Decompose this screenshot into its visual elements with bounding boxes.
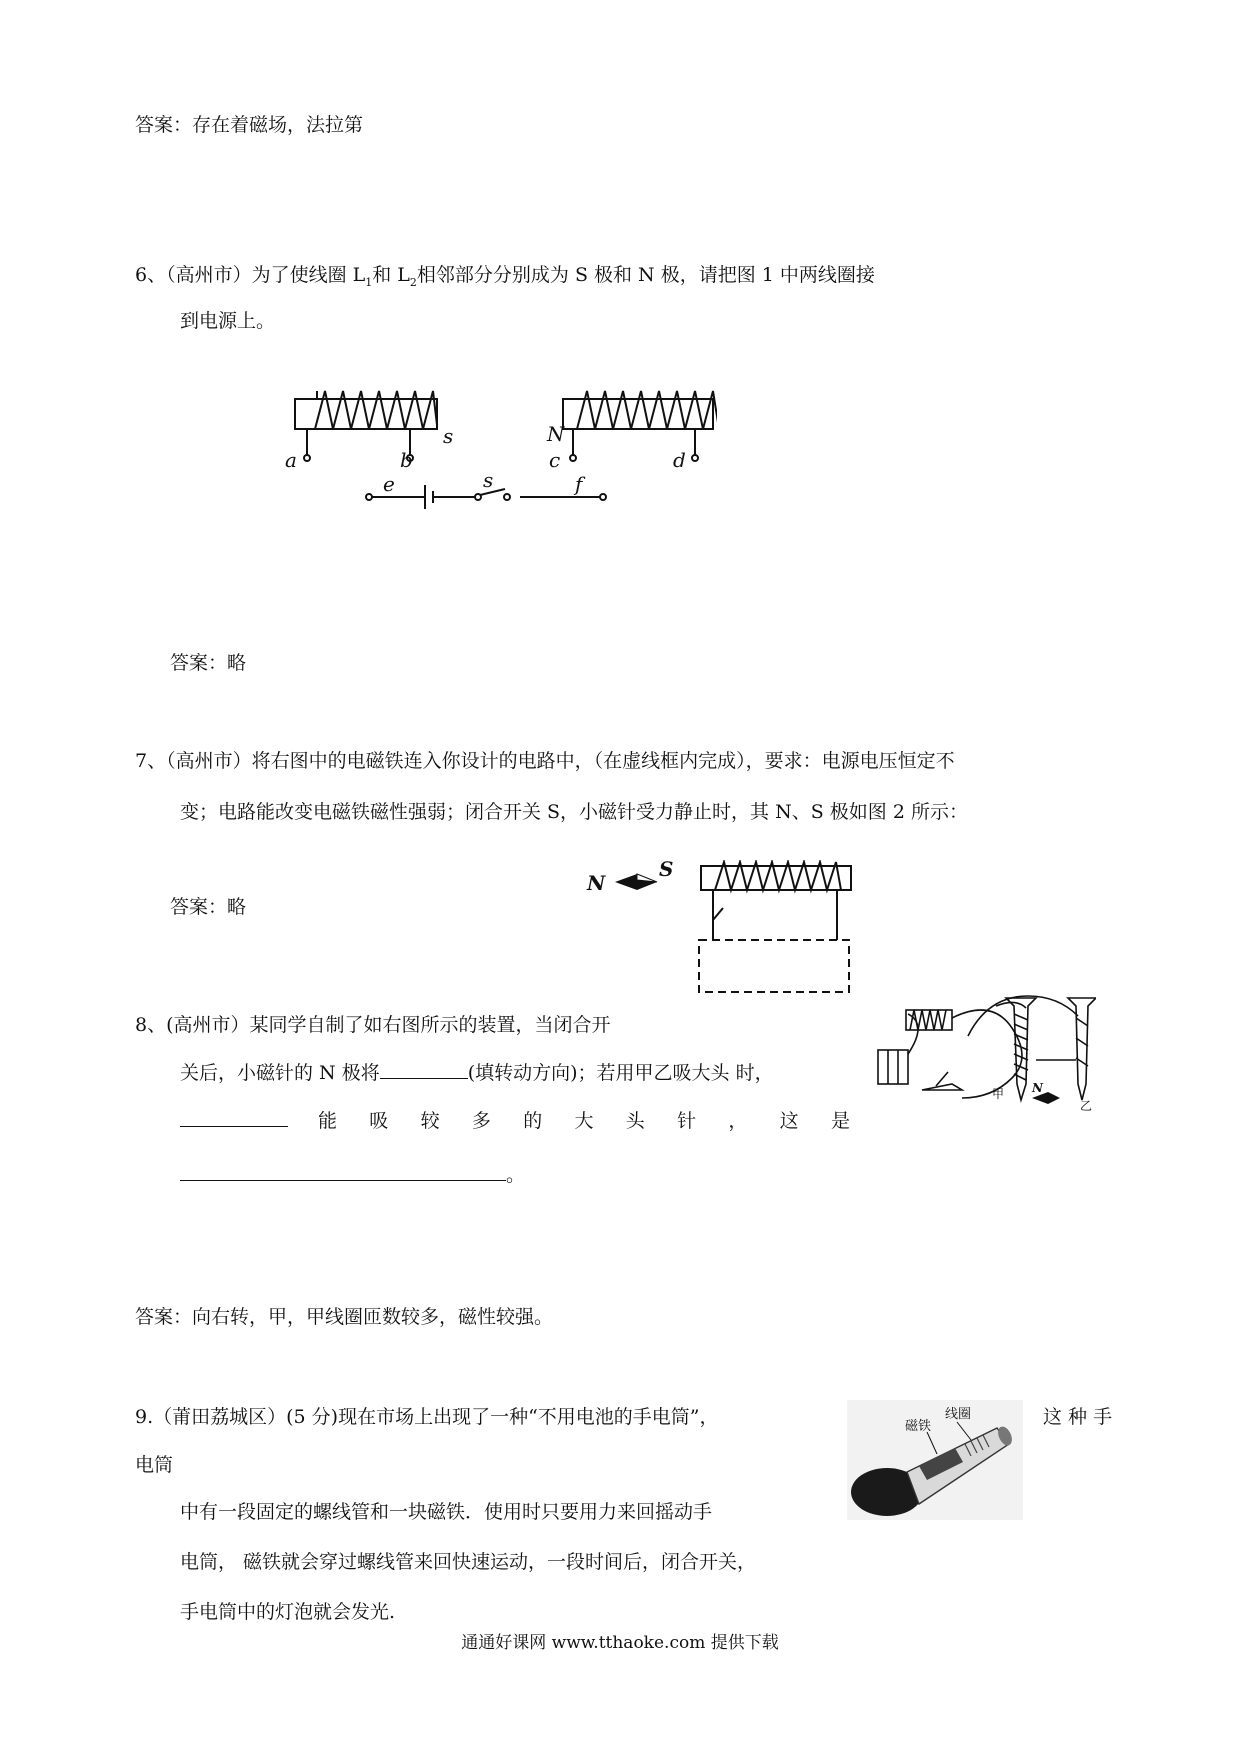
label-coil: 线圈 xyxy=(945,1407,972,1422)
label-e: e xyxy=(383,472,395,496)
q7-electromagnet-figure xyxy=(585,860,870,998)
compass-needle xyxy=(615,874,657,890)
q8-blank-reason[interactable] xyxy=(180,1162,506,1181)
q9-question-line1b: 电筒 xyxy=(135,1454,174,1476)
q8-question-line2: 关后，小磁针的 N 极将 (填转动方向)；若用甲乙吸大头 时， xyxy=(180,1062,774,1084)
label-a: a xyxy=(285,448,297,472)
q6-coil-circuit-figure xyxy=(285,385,717,510)
label-s-pole: s xyxy=(443,424,454,448)
label-yi: 乙 xyxy=(1080,1099,1093,1113)
q8-question-line4: 。 xyxy=(180,1160,525,1187)
q5-answer: 答案：存在着磁场，法拉第 xyxy=(135,114,364,136)
label-n-pole: N xyxy=(547,422,565,446)
label-b: b xyxy=(400,448,413,472)
q6-answer: 答案：略 xyxy=(170,652,247,674)
label-jia: 甲 xyxy=(992,1087,1005,1101)
label-f: f xyxy=(575,472,583,496)
q7-question-line2: 变；电路能改变电磁铁磁性强弱；闭合开关 S，小磁针受力静止时，其 N、S 极如图 2 所示： xyxy=(180,801,968,823)
q7-answer: 答案：略 xyxy=(170,896,247,918)
dashed-design-box xyxy=(699,940,849,992)
q9-question-line1: 9.（莆田荔城区）(5 分)现在市场上出现了一种“不用电池的手电筒”， xyxy=(135,1406,719,1428)
q8-question-line3-text: 能 吸 较 多 的 大 头 针 ， 这 是 xyxy=(318,1110,850,1132)
q8-question-line1: 8、(高州市）某同学自制了如右图所示的装置，当闭合开 xyxy=(135,1014,611,1036)
needle-n-label: N xyxy=(587,871,606,895)
needle-n-label-q8: N xyxy=(1032,1081,1043,1095)
page-footer: 通通好课网 www.tthaoke.com 提供下载 xyxy=(461,1633,779,1653)
q8-question-line3 xyxy=(180,1108,288,1132)
q8-blank-direction[interactable] xyxy=(380,1060,468,1079)
label-c: c xyxy=(549,448,561,472)
q9-question-line1-right: 这 种 手 xyxy=(1043,1406,1113,1428)
q9-question-line3: 电筒， 磁铁就会穿过螺线管来回快速运动，一段时间后，闭合开关， xyxy=(180,1551,757,1573)
q7-question-line1: 7、（高州市）将右图中的电磁铁连入你设计的电路中，（在虚线框内完成），要求：电源电压恒定不 xyxy=(135,750,955,772)
label-d: d xyxy=(673,448,686,472)
q8-apparatus-figure xyxy=(868,988,1096,1120)
q8-blank-which[interactable] xyxy=(180,1108,288,1127)
q9-flashlight-photo xyxy=(847,1400,1023,1520)
q9-question-line2: 中有一段固定的螺线管和一块磁铁．使用时只要用力来回摇动手 xyxy=(180,1501,713,1523)
label-switch: s xyxy=(483,468,494,492)
q6-question-line1: 6、（高州市）为了使线圈 $L_1$和 $L_2$相邻部分分别成为 S 极和 N 极，请把图 1 中两线圈接 xyxy=(135,264,875,289)
label-magnet: 磁铁 xyxy=(905,1419,932,1434)
needle-s-label: S xyxy=(659,860,674,881)
q6-question-line2: 到电源上。 xyxy=(180,310,276,332)
q8-answer: 答案：向右转，甲，甲线圈匝数较多，磁性较强。 xyxy=(135,1306,554,1328)
q9-question-line4: 手电筒中的灯泡就会发光. xyxy=(180,1601,396,1623)
